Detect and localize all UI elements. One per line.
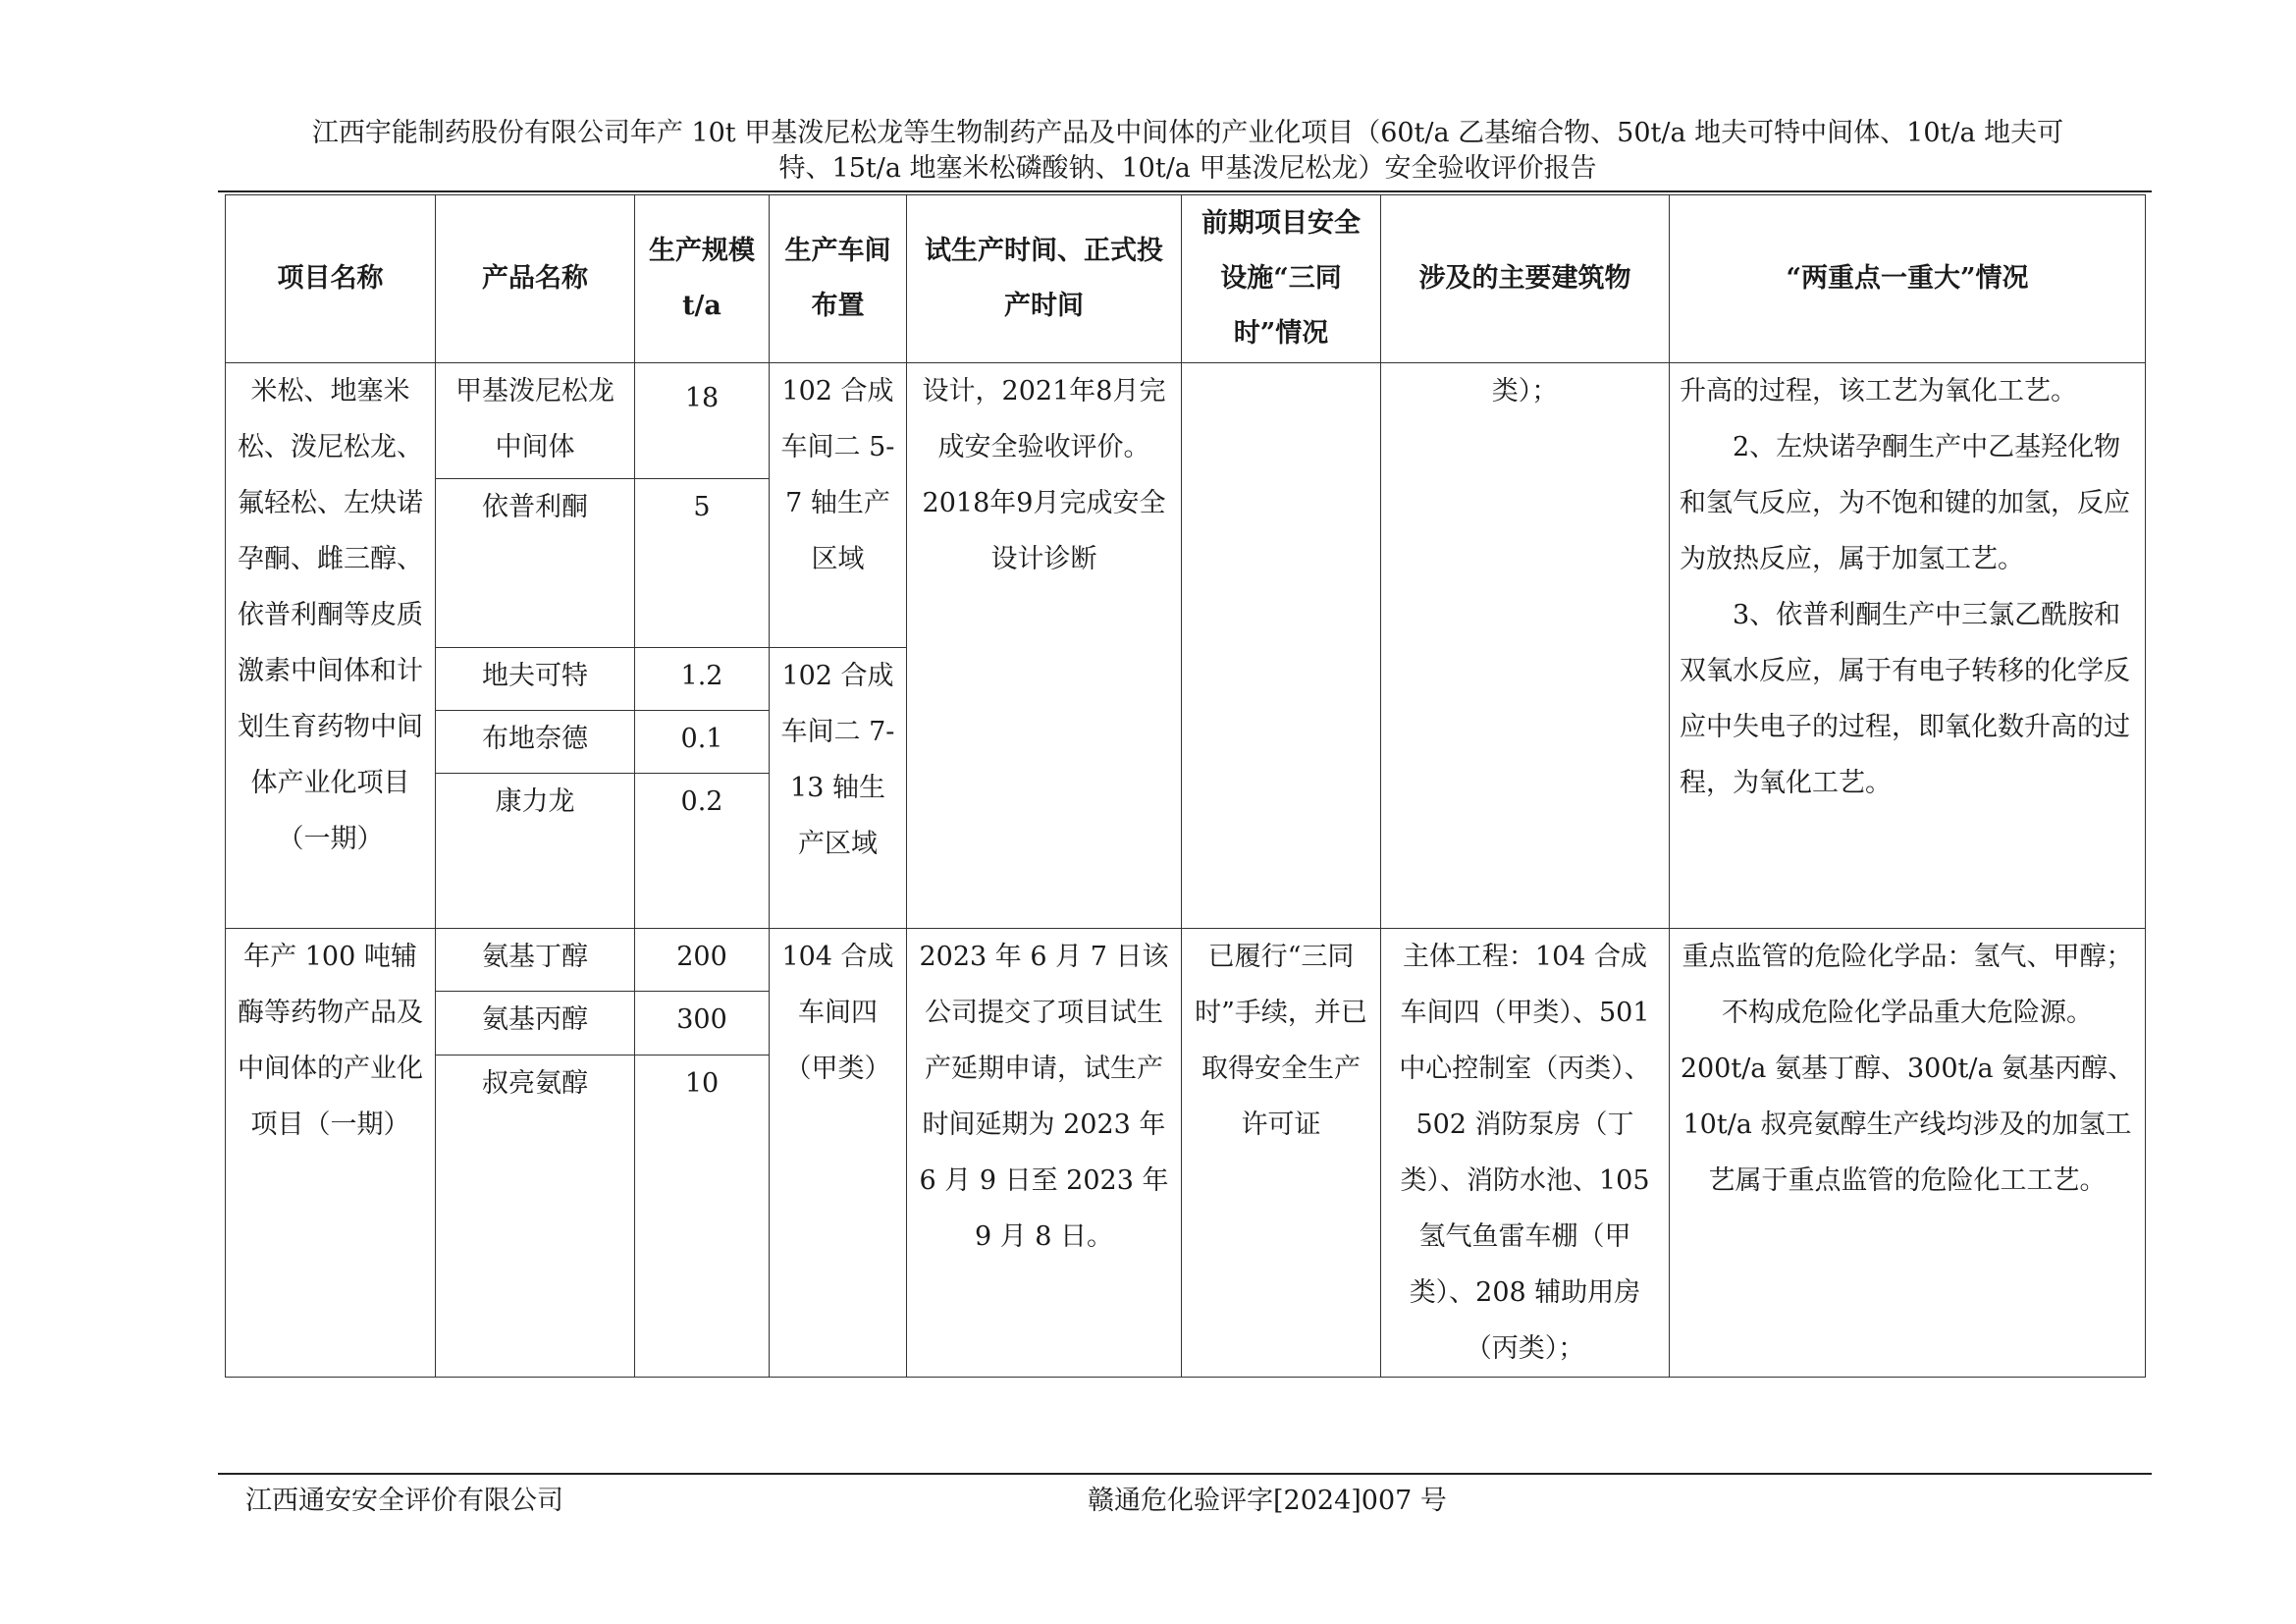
col-header-project-name: 项目名称 <box>226 195 436 363</box>
project2-safety: 已履行“三同时”手续，并已取得安全生产许可证 <box>1182 929 1381 1378</box>
col-header-scale: 生产规模 t/a <box>635 195 770 363</box>
project2-name: 年产 100 吨辅酶等药物产品及中间体的产业化项目（一期） <box>226 929 436 1378</box>
product-scale: 0.2 <box>635 774 770 929</box>
project-table <box>225 194 2146 1378</box>
product-name: 康力龙 <box>436 774 635 929</box>
project1-safety <box>1182 363 1381 929</box>
report-title-line1: 江西宇能制药股份有限公司年产 10t 甲基泼尼松龙等生物制药产品及中间体的产业化项目（60t/a 乙基缩合物、50t/a 地夫可特中间体、10t/a 地夫可 <box>311 118 2064 148</box>
col-header-time: 试生产时间、正式投产时间 <box>907 195 1182 363</box>
product-scale: 5 <box>635 479 770 648</box>
product-name: 依普利酮 <box>436 479 635 648</box>
col-header-buildings: 涉及的主要建筑物 <box>1381 195 1670 363</box>
project2-time: 2023 年 6 月 7 日该公司提交了项目试生产延期申请，试生产时间延期为 2023 年 6 月 9 日至 2023 年 9 月 8 日。 <box>907 929 1182 1378</box>
product-scale: 200 <box>635 929 770 992</box>
product-scale: 1.2 <box>635 648 770 711</box>
report-title-line2: 特、15t/a 地塞米松磷酸钠、10t/a 甲基泼尼松龙）安全验收评价报告 <box>778 153 1597 184</box>
hazard-paragraph: 2、左炔诺孕酮生产中乙基羟化物和氢气反应，为不饱和键的加氢，反应为放热反应，属于加氢工艺。 <box>1680 432 2130 574</box>
footer-divider <box>218 1473 2152 1475</box>
header-divider <box>218 190 2152 192</box>
project1-workshop-b: 102 合成车间二 7-13 轴生产区域 <box>770 648 907 929</box>
product-name: 地夫可特 <box>436 648 635 711</box>
table-row <box>226 929 2146 992</box>
product-name: 甲基泼尼松龙中间体 <box>436 363 635 479</box>
col-header-product-name: 产品名称 <box>436 195 635 363</box>
footer-company: 江西通安安全评价有限公司 <box>245 1486 563 1516</box>
footer-doc-number: 赣通危化验评字[2024]007 号 <box>1088 1486 1447 1516</box>
project1-buildings: 类）； <box>1381 363 1670 929</box>
project1-time: 设计，2021年8月完成安全验收评价。2018年9月完成安全设计诊断 <box>907 363 1182 929</box>
report-header <box>226 116 2150 187</box>
product-scale: 18 <box>635 363 770 479</box>
product-scale: 10 <box>635 1055 770 1377</box>
col-header-safety: 前期项目安全设施“三同时”情况 <box>1182 195 1381 363</box>
product-name: 氨基丙醇 <box>436 992 635 1055</box>
project1-name: 米松、地塞米松、泼尼松龙、氟轻松、左炔诺孕酮、雌三醇、依普利酮等皮质激素中间体和计划生育药物中间体产业化项目（一期） <box>226 363 436 929</box>
col-header-hazard: “两重点一重大”情况 <box>1670 195 2146 363</box>
product-name: 叔亮氨醇 <box>436 1055 635 1377</box>
product-scale: 300 <box>635 992 770 1055</box>
project1-hazard <box>1670 363 2146 929</box>
project2-workshop: 104 合成车间四（甲类） <box>770 929 907 1378</box>
col-header-workshop: 生产车间布置 <box>770 195 907 363</box>
product-name: 布地奈德 <box>436 711 635 774</box>
project1-workshop-a: 102 合成车间二 5-7 轴生产区域 <box>770 363 907 648</box>
product-name: 氨基丁醇 <box>436 929 635 992</box>
table-row <box>226 363 2146 479</box>
hazard-paragraph: 3、依普利酮生产中三氯乙酰胺和双氧水反应，属于有电子转移的化学反应中失电子的过程，即氧化数升高的过程，为氧化工艺。 <box>1680 600 2130 798</box>
project2-hazard: 重点监管的危险化学品：氢气、甲醇；不构成危险化学品重大危险源。200t/a 氨基丁醇、300t/a 氨基丙醇、10t/a 叔亮氨醇生产线均涉及的加氢工艺属于重点监管的危险化工工艺。 <box>1670 929 2146 1378</box>
table-header-row <box>226 195 2146 363</box>
project2-buildings: 主体工程：104 合成车间四（甲类）、501 中心控制室（丙类）、502 消防泵房（丁类）、消防水池、105 氢气鱼雷车棚（甲类）、208 辅助用房（丙类）； <box>1381 929 1670 1378</box>
hazard-paragraph: 升高的过程，该工艺为氧化工艺。 <box>1680 376 2077 406</box>
product-scale: 0.1 <box>635 711 770 774</box>
